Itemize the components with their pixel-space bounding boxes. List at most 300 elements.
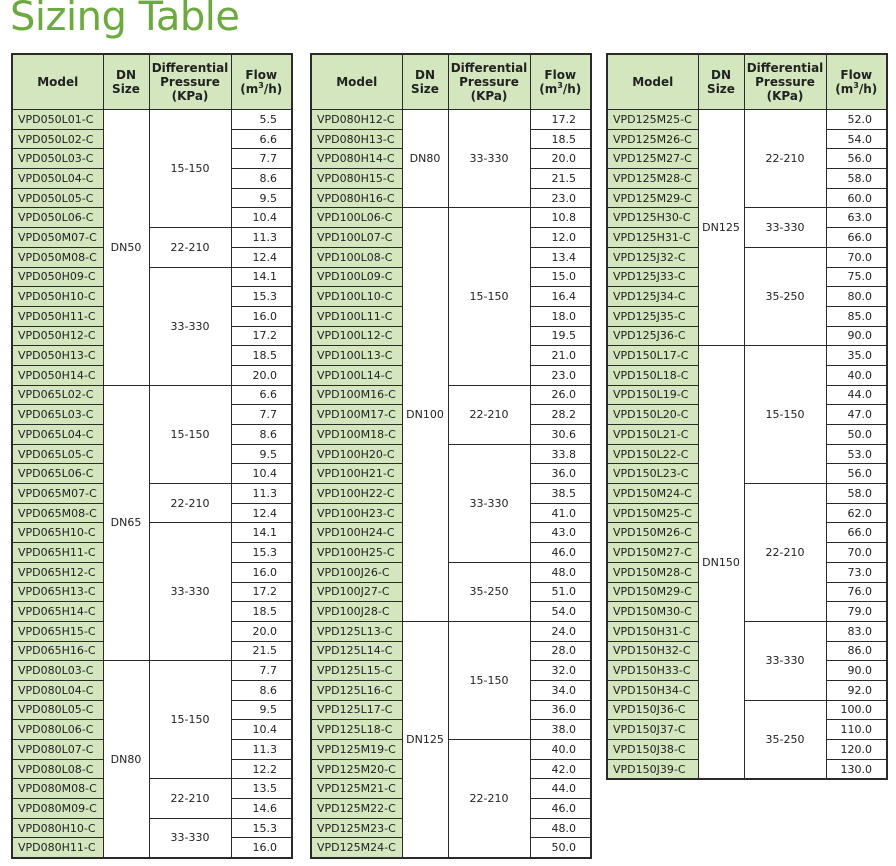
- flow-cell: 17.2: [231, 582, 292, 602]
- pressure-range-cell: 33-330: [448, 444, 530, 562]
- flow-cell: 48.0: [530, 818, 591, 838]
- flow-cell: 41.0: [530, 503, 591, 523]
- pressure-range-cell: 33-330: [149, 523, 231, 661]
- model-cell: VPD065M07-C: [12, 484, 103, 504]
- model-cell: VPD050H10-C: [12, 287, 103, 307]
- differential-pressure-header-line: Pressure: [160, 75, 220, 89]
- model-cell: VPD065H11-C: [12, 543, 103, 563]
- flow-cell: 50.0: [826, 425, 887, 445]
- flow-cell: 18.0: [530, 306, 591, 326]
- flow-cell: 38.5: [530, 484, 591, 504]
- flow-cell: 17.2: [231, 326, 292, 346]
- model-cell: VPD050H12-C: [12, 326, 103, 346]
- flow-cell: 17.2: [530, 110, 591, 130]
- model-cell: VPD125M20-C: [311, 759, 402, 779]
- model-cell: VPD080L05-C: [12, 700, 103, 720]
- flow-header-label: Flow: [245, 68, 278, 82]
- pressure-range-cell: 22-210: [149, 228, 231, 267]
- model-cell: VPD150H31-C: [607, 621, 698, 641]
- dn-size-cell: DN125: [698, 110, 744, 346]
- model-cell: VPD125H31-C: [607, 228, 698, 248]
- flow-header-label: Flow: [840, 68, 873, 82]
- differential-pressure-header: [149, 54, 231, 110]
- dn-size-header-line: Size: [707, 82, 735, 96]
- flow-cell: 9.5: [231, 444, 292, 464]
- flow-unit-superscript: 3: [557, 81, 563, 90]
- flow-unit-superscript: 3: [258, 81, 264, 90]
- flow-cell: 36.0: [530, 700, 591, 720]
- flow-cell: 23.0: [530, 365, 591, 385]
- model-cell: VPD100M18-C: [311, 425, 402, 445]
- model-cell: VPD080L04-C: [12, 680, 103, 700]
- flow-cell: 70.0: [826, 247, 887, 267]
- flow-cell: 33.8: [530, 444, 591, 464]
- flow-cell: 44.0: [530, 779, 591, 799]
- flow-cell: 85.0: [826, 306, 887, 326]
- sizing-table-3: [606, 53, 888, 780]
- table-row: [311, 208, 591, 228]
- model-cell: VPD065H16-C: [12, 641, 103, 661]
- flow-cell: 36.0: [530, 464, 591, 484]
- pressure-range-cell: 22-210: [744, 484, 826, 622]
- pressure-range-cell: 15-150: [149, 385, 231, 483]
- table-row: [607, 700, 887, 720]
- model-cell: VPD100L11-C: [311, 306, 402, 326]
- model-cell: VPD100L14-C: [311, 365, 402, 385]
- dn-size-header-line: DN: [414, 68, 435, 82]
- flow-cell: 7.7: [231, 405, 292, 425]
- flow-cell: 43.0: [530, 523, 591, 543]
- table-row: [607, 346, 887, 366]
- table-row: [12, 779, 292, 799]
- pressure-range-cell: 33-330: [744, 621, 826, 700]
- model-cell: VPD150H34-C: [607, 680, 698, 700]
- pressure-range-cell: 35-250: [744, 700, 826, 779]
- table-row: [311, 444, 591, 464]
- model-cell: VPD150M28-C: [607, 562, 698, 582]
- flow-cell: 7.7: [231, 149, 292, 169]
- flow-cell: 10.4: [231, 720, 292, 740]
- model-cell: VPD050H09-C: [12, 267, 103, 287]
- flow-cell: 75.0: [826, 267, 887, 287]
- table-row: [607, 208, 887, 228]
- flow-cell: 5.5: [231, 110, 292, 130]
- model-cell: VPD065L04-C: [12, 425, 103, 445]
- pressure-range-cell: 22-210: [149, 779, 231, 818]
- model-cell: VPD065L05-C: [12, 444, 103, 464]
- flow-cell: 100.0: [826, 700, 887, 720]
- differential-pressure-header-line: Differential: [746, 61, 824, 75]
- flow-cell: 38.0: [530, 720, 591, 740]
- dn-size-header: [103, 54, 149, 110]
- model-cell: VPD100H23-C: [311, 503, 402, 523]
- flow-cell: 10.4: [231, 208, 292, 228]
- model-header: Model: [12, 54, 103, 110]
- flow-cell: 7.7: [231, 661, 292, 681]
- model-cell: VPD050H13-C: [12, 346, 103, 366]
- model-cell: VPD150M27-C: [607, 543, 698, 563]
- dn-size-header: [402, 54, 448, 110]
- flow-cell: 40.0: [826, 365, 887, 385]
- flow-header: [530, 54, 591, 110]
- table-row: [311, 385, 591, 405]
- table-row: [12, 110, 292, 130]
- flow-cell: 9.5: [231, 188, 292, 208]
- differential-pressure-header: [448, 54, 530, 110]
- model-cell: VPD150H32-C: [607, 641, 698, 661]
- flow-cell: 53.0: [826, 444, 887, 464]
- differential-pressure-header-line: (KPa): [766, 89, 804, 103]
- table-row: [311, 110, 591, 130]
- differential-pressure-header-line: Pressure: [755, 75, 815, 89]
- flow-cell: 20.0: [231, 365, 292, 385]
- table-row: [12, 523, 292, 543]
- pressure-range-cell: 35-250: [744, 247, 826, 345]
- differential-pressure-header-line: (KPa): [470, 89, 508, 103]
- model-cell: VPD125L18-C: [311, 720, 402, 740]
- model-cell: VPD150J37-C: [607, 720, 698, 740]
- model-cell: VPD150J39-C: [607, 759, 698, 779]
- model-cell: VPD050L02-C: [12, 129, 103, 149]
- flow-cell: 35.0: [826, 346, 887, 366]
- flow-cell: 18.5: [231, 346, 292, 366]
- pressure-range-cell: 22-210: [448, 740, 530, 859]
- table-row: [607, 621, 887, 641]
- model-cell: VPD150L18-C: [607, 365, 698, 385]
- flow-cell: 12.4: [231, 247, 292, 267]
- model-cell: VPD050L03-C: [12, 149, 103, 169]
- flow-cell: 12.2: [231, 759, 292, 779]
- pressure-range-cell: 15-150: [448, 208, 530, 385]
- model-cell: VPD100L10-C: [311, 287, 402, 307]
- differential-pressure-header-line: (KPa): [171, 89, 209, 103]
- table-row: [607, 247, 887, 267]
- model-cell: VPD125M22-C: [311, 799, 402, 819]
- model-cell: VPD150L19-C: [607, 385, 698, 405]
- model-cell: VPD080H13-C: [311, 129, 402, 149]
- flow-cell: 92.0: [826, 680, 887, 700]
- flow-cell: 46.0: [530, 543, 591, 563]
- flow-cell: 6.6: [231, 385, 292, 405]
- flow-cell: 11.3: [231, 228, 292, 248]
- table-row: [12, 267, 292, 287]
- flow-cell: 54.0: [530, 602, 591, 622]
- model-cell: VPD125M24-C: [311, 838, 402, 858]
- dn-size-header-line: DN: [115, 68, 136, 82]
- flow-cell: 62.0: [826, 503, 887, 523]
- dn-size-header-line: Size: [411, 82, 439, 96]
- dn-size-cell: DN80: [103, 661, 149, 858]
- dn-size-cell: DN80: [402, 110, 448, 208]
- pressure-range-cell: 35-250: [448, 562, 530, 621]
- model-cell: VPD080M08-C: [12, 779, 103, 799]
- dn-size-cell: DN50: [103, 110, 149, 386]
- flow-cell: 15.0: [530, 267, 591, 287]
- model-cell: VPD065L02-C: [12, 385, 103, 405]
- table-row: [12, 661, 292, 681]
- flow-cell: 28.0: [530, 641, 591, 661]
- flow-cell: 50.0: [530, 838, 591, 858]
- header-row: [607, 54, 887, 110]
- model-cell: VPD080L08-C: [12, 759, 103, 779]
- pressure-range-cell: 22-210: [149, 484, 231, 523]
- flow-cell: 21.0: [530, 346, 591, 366]
- header-row: [12, 54, 292, 110]
- flow-cell: 11.3: [231, 484, 292, 504]
- pressure-range-cell: 15-150: [149, 661, 231, 779]
- flow-cell: 24.0: [530, 621, 591, 641]
- flow-cell: 12.0: [530, 228, 591, 248]
- pressure-range-cell: 33-330: [448, 110, 530, 208]
- model-cell: VPD125J35-C: [607, 306, 698, 326]
- header-row: [311, 54, 591, 110]
- flow-cell: 40.0: [530, 740, 591, 760]
- model-cell: VPD125M23-C: [311, 818, 402, 838]
- model-cell: VPD125L16-C: [311, 680, 402, 700]
- flow-cell: 30.6: [530, 425, 591, 445]
- model-cell: VPD065H10-C: [12, 523, 103, 543]
- model-cell: VPD100M17-C: [311, 405, 402, 425]
- model-cell: VPD150M25-C: [607, 503, 698, 523]
- model-cell: VPD125M19-C: [311, 740, 402, 760]
- model-cell: VPD100H24-C: [311, 523, 402, 543]
- flow-cell: 8.6: [231, 169, 292, 189]
- flow-cell: 18.5: [530, 129, 591, 149]
- model-cell: VPD080H15-C: [311, 169, 402, 189]
- pressure-range-cell: 15-150: [448, 621, 530, 739]
- dn-size-cell: DN150: [698, 346, 744, 780]
- table-row: [12, 818, 292, 838]
- flow-cell: 56.0: [826, 464, 887, 484]
- pressure-range-cell: 33-330: [149, 818, 231, 858]
- flow-cell: 83.0: [826, 621, 887, 641]
- model-cell: VPD080H14-C: [311, 149, 402, 169]
- model-cell: VPD150M30-C: [607, 602, 698, 622]
- model-cell: VPD150M26-C: [607, 523, 698, 543]
- model-cell: VPD125M27-C: [607, 149, 698, 169]
- model-cell: VPD125J33-C: [607, 267, 698, 287]
- model-cell: VPD150M24-C: [607, 484, 698, 504]
- model-cell: VPD050L06-C: [12, 208, 103, 228]
- model-cell: VPD065H15-C: [12, 621, 103, 641]
- flow-cell: 16.0: [231, 306, 292, 326]
- model-cell: VPD100J28-C: [311, 602, 402, 622]
- flow-cell: 52.0: [826, 110, 887, 130]
- model-cell: VPD080M09-C: [12, 799, 103, 819]
- flow-cell: 110.0: [826, 720, 887, 740]
- dn-size-cell: DN100: [402, 208, 448, 621]
- flow-cell: 86.0: [826, 641, 887, 661]
- model-cell: VPD050M08-C: [12, 247, 103, 267]
- flow-unit-prefix: (m: [539, 82, 558, 96]
- sizing-table-1: [11, 53, 293, 859]
- flow-cell: 20.0: [231, 621, 292, 641]
- flow-cell: 28.2: [530, 405, 591, 425]
- flow-cell: 54.0: [826, 129, 887, 149]
- model-cell: VPD100H25-C: [311, 543, 402, 563]
- flow-unit-suffix: /h): [562, 82, 582, 96]
- pressure-range-cell: 15-150: [149, 110, 231, 228]
- flow-cell: 14.1: [231, 523, 292, 543]
- flow-cell: 66.0: [826, 228, 887, 248]
- model-cell: VPD100H20-C: [311, 444, 402, 464]
- dn-size-cell: DN125: [402, 621, 448, 858]
- flow-cell: 42.0: [530, 759, 591, 779]
- flow-cell: 13.5: [231, 779, 292, 799]
- flow-cell: 80.0: [826, 287, 887, 307]
- flow-cell: 15.3: [231, 287, 292, 307]
- model-cell: VPD100L07-C: [311, 228, 402, 248]
- flow-cell: 130.0: [826, 759, 887, 779]
- model-cell: VPD125L14-C: [311, 641, 402, 661]
- model-cell: VPD050M07-C: [12, 228, 103, 248]
- model-cell: VPD125L17-C: [311, 700, 402, 720]
- model-cell: VPD065H14-C: [12, 602, 103, 622]
- model-header: Model: [311, 54, 402, 110]
- flow-cell: 76.0: [826, 582, 887, 602]
- flow-cell: 73.0: [826, 562, 887, 582]
- flow-cell: 20.0: [530, 149, 591, 169]
- flow-cell: 9.5: [231, 700, 292, 720]
- model-cell: VPD050H11-C: [12, 306, 103, 326]
- flow-cell: 8.6: [231, 425, 292, 445]
- flow-cell: 32.0: [530, 661, 591, 681]
- table-row: [12, 385, 292, 405]
- model-cell: VPD065H13-C: [12, 582, 103, 602]
- model-cell: VPD125M25-C: [607, 110, 698, 130]
- flow-cell: 15.3: [231, 543, 292, 563]
- flow-cell: 58.0: [826, 484, 887, 504]
- pressure-range-cell: 33-330: [744, 208, 826, 247]
- model-cell: VPD125L13-C: [311, 621, 402, 641]
- flow-cell: 16.0: [231, 838, 292, 858]
- flow-cell: 8.6: [231, 680, 292, 700]
- model-cell: VPD150H33-C: [607, 661, 698, 681]
- flow-cell: 12.4: [231, 503, 292, 523]
- model-cell: VPD080H12-C: [311, 110, 402, 130]
- model-cell: VPD065L03-C: [12, 405, 103, 425]
- flow-unit-prefix: (m: [240, 82, 259, 96]
- model-cell: VPD080H16-C: [311, 188, 402, 208]
- flow-cell: 58.0: [826, 169, 887, 189]
- table-row: [311, 562, 591, 582]
- model-cell: VPD100L06-C: [311, 208, 402, 228]
- flow-cell: 120.0: [826, 740, 887, 760]
- model-cell: VPD065M08-C: [12, 503, 103, 523]
- flow-unit-prefix: (m: [835, 82, 854, 96]
- model-cell: VPD125J32-C: [607, 247, 698, 267]
- model-cell: VPD100L12-C: [311, 326, 402, 346]
- flow-cell: 6.6: [231, 129, 292, 149]
- flow-cell: 11.3: [231, 740, 292, 760]
- flow-cell: 21.5: [530, 169, 591, 189]
- table-row: [12, 484, 292, 504]
- differential-pressure-header: [744, 54, 826, 110]
- flow-unit-suffix: /h): [263, 82, 283, 96]
- flow-cell: 63.0: [826, 208, 887, 228]
- model-cell: VPD125M28-C: [607, 169, 698, 189]
- flow-cell: 26.0: [530, 385, 591, 405]
- flow-cell: 79.0: [826, 602, 887, 622]
- flow-cell: 66.0: [826, 523, 887, 543]
- dn-size-header: [698, 54, 744, 110]
- differential-pressure-header-line: Differential: [151, 61, 229, 75]
- model-cell: VPD150L17-C: [607, 346, 698, 366]
- pressure-range-cell: 22-210: [448, 385, 530, 444]
- table-row: [607, 110, 887, 130]
- model-cell: VPD150M29-C: [607, 582, 698, 602]
- flow-cell: 14.6: [231, 799, 292, 819]
- model-cell: VPD150J36-C: [607, 700, 698, 720]
- model-cell: VPD100M16-C: [311, 385, 402, 405]
- model-cell: VPD080H11-C: [12, 838, 103, 858]
- model-cell: VPD080L06-C: [12, 720, 103, 740]
- flow-cell: 70.0: [826, 543, 887, 563]
- dn-size-cell: DN65: [103, 385, 149, 661]
- model-cell: VPD065L06-C: [12, 464, 103, 484]
- differential-pressure-header-line: Pressure: [459, 75, 519, 89]
- dn-size-header-line: Size: [112, 82, 140, 96]
- flow-unit-superscript: 3: [853, 81, 859, 90]
- pressure-range-cell: 33-330: [149, 267, 231, 385]
- model-cell: VPD065H12-C: [12, 562, 103, 582]
- differential-pressure-header-line: Differential: [450, 61, 528, 75]
- model-cell: VPD150J38-C: [607, 740, 698, 760]
- flow-cell: 21.5: [231, 641, 292, 661]
- model-cell: VPD050L04-C: [12, 169, 103, 189]
- flow-cell: 47.0: [826, 405, 887, 425]
- model-cell: VPD125M29-C: [607, 188, 698, 208]
- model-cell: VPD100L08-C: [311, 247, 402, 267]
- model-cell: VPD125H30-C: [607, 208, 698, 228]
- flow-cell: 34.0: [530, 680, 591, 700]
- model-cell: VPD150L23-C: [607, 464, 698, 484]
- table-row: [607, 484, 887, 504]
- model-cell: VPD080L07-C: [12, 740, 103, 760]
- model-cell: VPD125L15-C: [311, 661, 402, 681]
- flow-cell: 56.0: [826, 149, 887, 169]
- model-cell: VPD080H10-C: [12, 818, 103, 838]
- flow-cell: 10.8: [530, 208, 591, 228]
- flow-cell: 48.0: [530, 562, 591, 582]
- model-cell: VPD100L13-C: [311, 346, 402, 366]
- model-cell: VPD125J36-C: [607, 326, 698, 346]
- model-cell: VPD150L22-C: [607, 444, 698, 464]
- table-row: [311, 621, 591, 641]
- model-cell: VPD080L03-C: [12, 661, 103, 681]
- model-cell: VPD100J27-C: [311, 582, 402, 602]
- flow-header: [826, 54, 887, 110]
- flow-cell: 19.5: [530, 326, 591, 346]
- flow-header-label: Flow: [544, 68, 577, 82]
- model-header: Model: [607, 54, 698, 110]
- model-cell: VPD125M26-C: [607, 129, 698, 149]
- model-cell: VPD050L05-C: [12, 188, 103, 208]
- pressure-range-cell: 22-210: [744, 110, 826, 208]
- sizing-table-2: [310, 53, 592, 859]
- page-title: Sizing Table: [10, 0, 240, 40]
- model-cell: VPD050L01-C: [12, 110, 103, 130]
- flow-cell: 51.0: [530, 582, 591, 602]
- model-cell: VPD125J34-C: [607, 287, 698, 307]
- flow-cell: 15.3: [231, 818, 292, 838]
- flow-cell: 46.0: [530, 799, 591, 819]
- model-cell: VPD100H22-C: [311, 484, 402, 504]
- flow-cell: 44.0: [826, 385, 887, 405]
- table-row: [311, 740, 591, 760]
- flow-cell: 16.4: [530, 287, 591, 307]
- model-cell: VPD125M21-C: [311, 779, 402, 799]
